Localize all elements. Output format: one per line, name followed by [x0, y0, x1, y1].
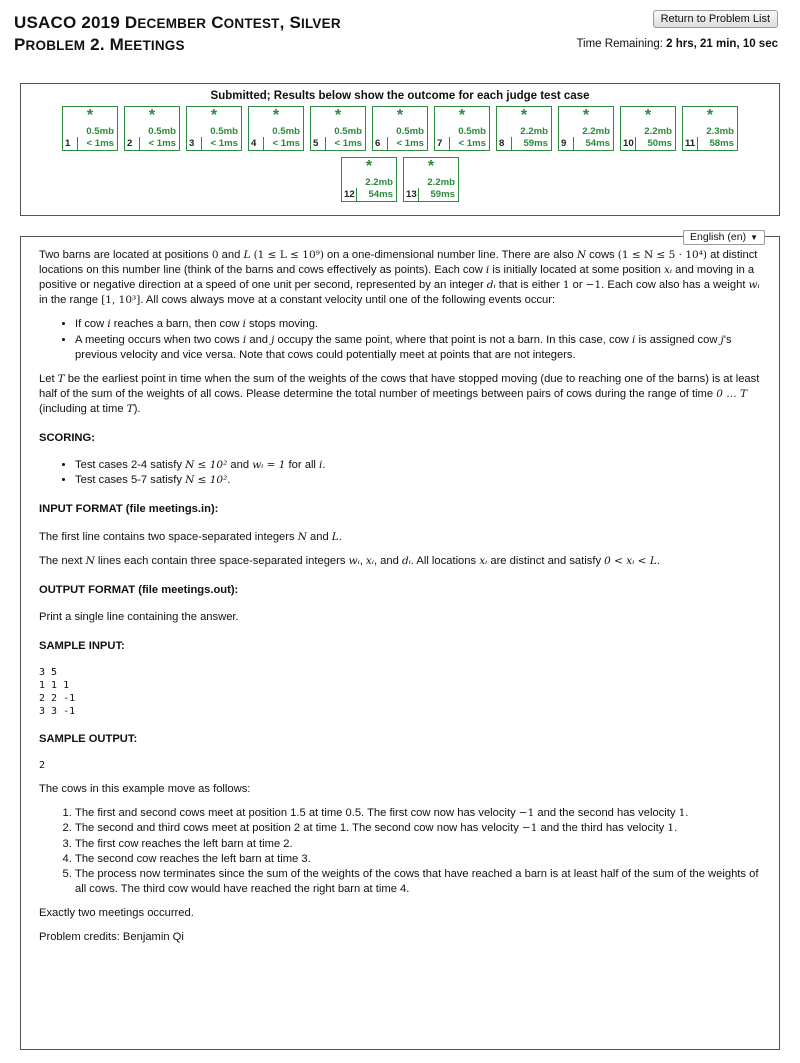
- scoring-list: [39, 458, 763, 488]
- test-case-number: 11: [685, 137, 696, 149]
- list-item: • Test cases 5-7 satisfy N ≤ 10².: [75, 473, 763, 488]
- test-case-memory: 0.5mb: [458, 125, 486, 137]
- test-case-4: [248, 106, 304, 151]
- problem-credits: Problem credits: Benjamin Qi: [39, 931, 184, 944]
- list-item: 4. The second cow reaches the left barn at time 3.: [75, 852, 763, 867]
- pass-star-icon: *: [396, 106, 404, 124]
- divider: [418, 188, 419, 201]
- test-case-6: [372, 106, 428, 151]
- results-panel: [20, 83, 780, 216]
- test-case-time: < 1ms: [272, 137, 300, 149]
- test-case-number: 4: [251, 137, 257, 149]
- divider: [77, 137, 78, 150]
- divider: [387, 137, 388, 150]
- pass-star-icon: *: [272, 106, 280, 124]
- divider: [573, 137, 574, 150]
- pass-star-icon: *: [582, 106, 590, 124]
- title-line-2: PROBLEM 2. MEETINGS: [14, 35, 185, 54]
- divider: [449, 137, 450, 150]
- list-item: • Test cases 2-4 satisfy N ≤ 10² and wᵢ = 1 for all i.: [75, 458, 763, 473]
- divider: [697, 137, 698, 150]
- test-case-3: [186, 106, 242, 151]
- test-case-time: 58ms: [709, 137, 734, 149]
- input-line-2: The next N lines each contain three space-separated integers wᵢ, xᵢ, and dᵢ. All locations xᵢ are distinct and satisfy 0 < xᵢ < L.: [39, 554, 661, 567]
- return-to-problem-list-button[interactable]: Return to Problem List: [653, 10, 778, 28]
- scoring-heading: SCORING:: [39, 432, 95, 445]
- test-case-memory: 0.5mb: [148, 125, 176, 137]
- pass-star-icon: *: [427, 157, 435, 175]
- sample-output-heading: SAMPLE OUTPUT:: [39, 733, 138, 746]
- test-case-2: [124, 106, 180, 151]
- pass-star-icon: *: [148, 106, 156, 124]
- list-item: 2. The second and third cows meet at position 2 at time 1. The second cow now has velocity −1 and the third has velocity 1.: [75, 821, 763, 836]
- sample-input: 3 5 1 1 1 2 2 -1 3 3 -1: [39, 667, 76, 718]
- test-case-memory: 2.3mb: [706, 125, 734, 137]
- test-case-memory: 2.2mb: [644, 125, 672, 137]
- list-item: 3. The first cow reaches the left barn at time 2.: [75, 837, 763, 852]
- explanation-intro: The cows in this example move as follows:: [39, 783, 251, 796]
- test-case-memory: 0.5mb: [334, 125, 362, 137]
- pass-star-icon: *: [334, 106, 342, 124]
- test-case-number: 2: [127, 137, 133, 149]
- test-case-10: [620, 106, 676, 151]
- pass-star-icon: *: [706, 106, 714, 124]
- test-case-12: [341, 157, 397, 202]
- test-case-time: 54ms: [585, 137, 610, 149]
- divider: [356, 188, 357, 201]
- test-case-number: 1: [65, 137, 71, 149]
- test-case-1: [62, 106, 118, 151]
- test-case-11: [682, 106, 738, 151]
- pass-star-icon: *: [520, 106, 528, 124]
- test-case-time: < 1ms: [334, 137, 362, 149]
- intro-paragraph: Two barns are located at positions 0 and L (1 ≤ L ≤ 10⁹) on a one-dimensional number line. There are also N cows (1 ≤ N ≤ 5 · 10⁴) at distinct locations on this number line (think of the barns and cows effectively as points). Each cow i is initially located at some position xᵢ and moving in a positive or negative direction at a speed of one unit per second, represented by an integer dᵢ that is either 1 or −1. Each cow also has a weight wᵢ in the range [1, 10³]. All cows always move at a constant velocity until one of the following events occur:: [39, 249, 760, 307]
- pass-star-icon: *: [210, 106, 218, 124]
- test-case-grid: [21, 106, 779, 208]
- test-case-memory: 2.2mb: [427, 176, 455, 188]
- divider: [325, 137, 326, 150]
- test-case-time: 59ms: [523, 137, 548, 149]
- test-case-time: < 1ms: [210, 137, 238, 149]
- output-text: Print a single line containing the answer.: [39, 610, 239, 623]
- test-case-memory: 0.5mb: [272, 125, 300, 137]
- time-remaining: Time Remaining: 2 hrs, 21 min, 10 sec: [576, 38, 778, 50]
- test-case-5: [310, 106, 366, 151]
- test-case-number: 3: [189, 137, 195, 149]
- divider: [511, 137, 512, 150]
- test-case-memory: 0.5mb: [86, 125, 114, 137]
- test-case-number: 6: [375, 137, 381, 149]
- test-case-time: < 1ms: [458, 137, 486, 149]
- test-case-memory: 2.2mb: [520, 125, 548, 137]
- divider: [139, 137, 140, 150]
- pass-star-icon: *: [365, 157, 373, 175]
- problem-panel: [20, 231, 780, 1050]
- test-case-time: 59ms: [430, 188, 455, 200]
- title-line-1: USACO 2019 DECEMBER CONTEST, SILVER: [14, 13, 341, 32]
- explanation-steps: [39, 806, 763, 897]
- test-case-number: 7: [437, 137, 443, 149]
- test-case-number: 5: [313, 137, 319, 149]
- pass-star-icon: *: [86, 106, 94, 124]
- test-case-number: 8: [499, 137, 505, 149]
- objective-paragraph: Let T be the earliest point in time when the sum of the weights of the cows that have stopped moving (due to reaching one of the barns) is at least half of the sum of the weights of all cows. Please determine the total number of meetings between pairs of cows during the range of time 0 … T (including at time T).: [39, 372, 760, 415]
- list-item: 1. The first and second cows meet at position 1.5 at time 0.5. The first cow now has velocity −1 and the second has velocity 1.: [75, 806, 763, 821]
- header: [0, 0, 800, 72]
- page-title: [14, 12, 341, 56]
- language-select[interactable]: English (en) ▼: [683, 230, 765, 245]
- divider: [201, 137, 202, 150]
- results-title: Submitted; Results below show the outcome for each judge test case: [210, 90, 590, 102]
- test-case-number: 9: [561, 137, 567, 149]
- test-case-memory: 0.5mb: [396, 125, 424, 137]
- input-line-1: The first line contains two space-separated integers N and L.: [39, 530, 342, 543]
- test-case-number: 13: [406, 188, 417, 200]
- test-case-time: < 1ms: [86, 137, 114, 149]
- test-case-number: 10: [623, 137, 634, 149]
- test-case-time: 50ms: [647, 137, 672, 149]
- pass-star-icon: *: [644, 106, 652, 124]
- list-item: • A meeting occurs when two cows i and j occupy the same point, where that point is not a barn. In this case, cow i is assigned cow j's previous velocity and vice versa. Note that cows could potentially meet at points that are not integers.: [75, 333, 763, 363]
- test-case-time: 54ms: [368, 188, 393, 200]
- problem-statement: [39, 248, 763, 954]
- pass-star-icon: *: [458, 106, 466, 124]
- test-case-time: < 1ms: [396, 137, 424, 149]
- test-case-9: [558, 106, 614, 151]
- test-case-13: [403, 157, 459, 202]
- sample-output: 2: [39, 760, 46, 772]
- test-case-number: 12: [344, 188, 355, 200]
- list-item: • If cow i reaches a barn, then cow i stops moving.: [75, 317, 763, 332]
- test-case-7: [434, 106, 490, 151]
- test-case-memory: 2.2mb: [365, 176, 393, 188]
- event-list: [39, 317, 763, 362]
- caret-down-icon: ▼: [750, 233, 758, 242]
- test-case-8: [496, 106, 552, 151]
- output-format-heading: OUTPUT FORMAT (file meetings.out):: [39, 583, 239, 596]
- list-item: 5. The process now terminates since the sum of the weights of the cows that have reached a barn is at least half of the sum of the weights of all cows. The third cow would have reached the right barn at time 4.: [75, 867, 763, 897]
- divider: [263, 137, 264, 150]
- divider: [635, 137, 636, 150]
- test-case-memory: 2.2mb: [582, 125, 610, 137]
- test-case-time: < 1ms: [148, 137, 176, 149]
- test-case-memory: 0.5mb: [210, 125, 238, 137]
- conclusion: Exactly two meetings occurred.: [39, 906, 194, 919]
- input-format-heading: INPUT FORMAT (file meetings.in):: [39, 503, 219, 516]
- sample-input-heading: SAMPLE INPUT:: [39, 639, 125, 652]
